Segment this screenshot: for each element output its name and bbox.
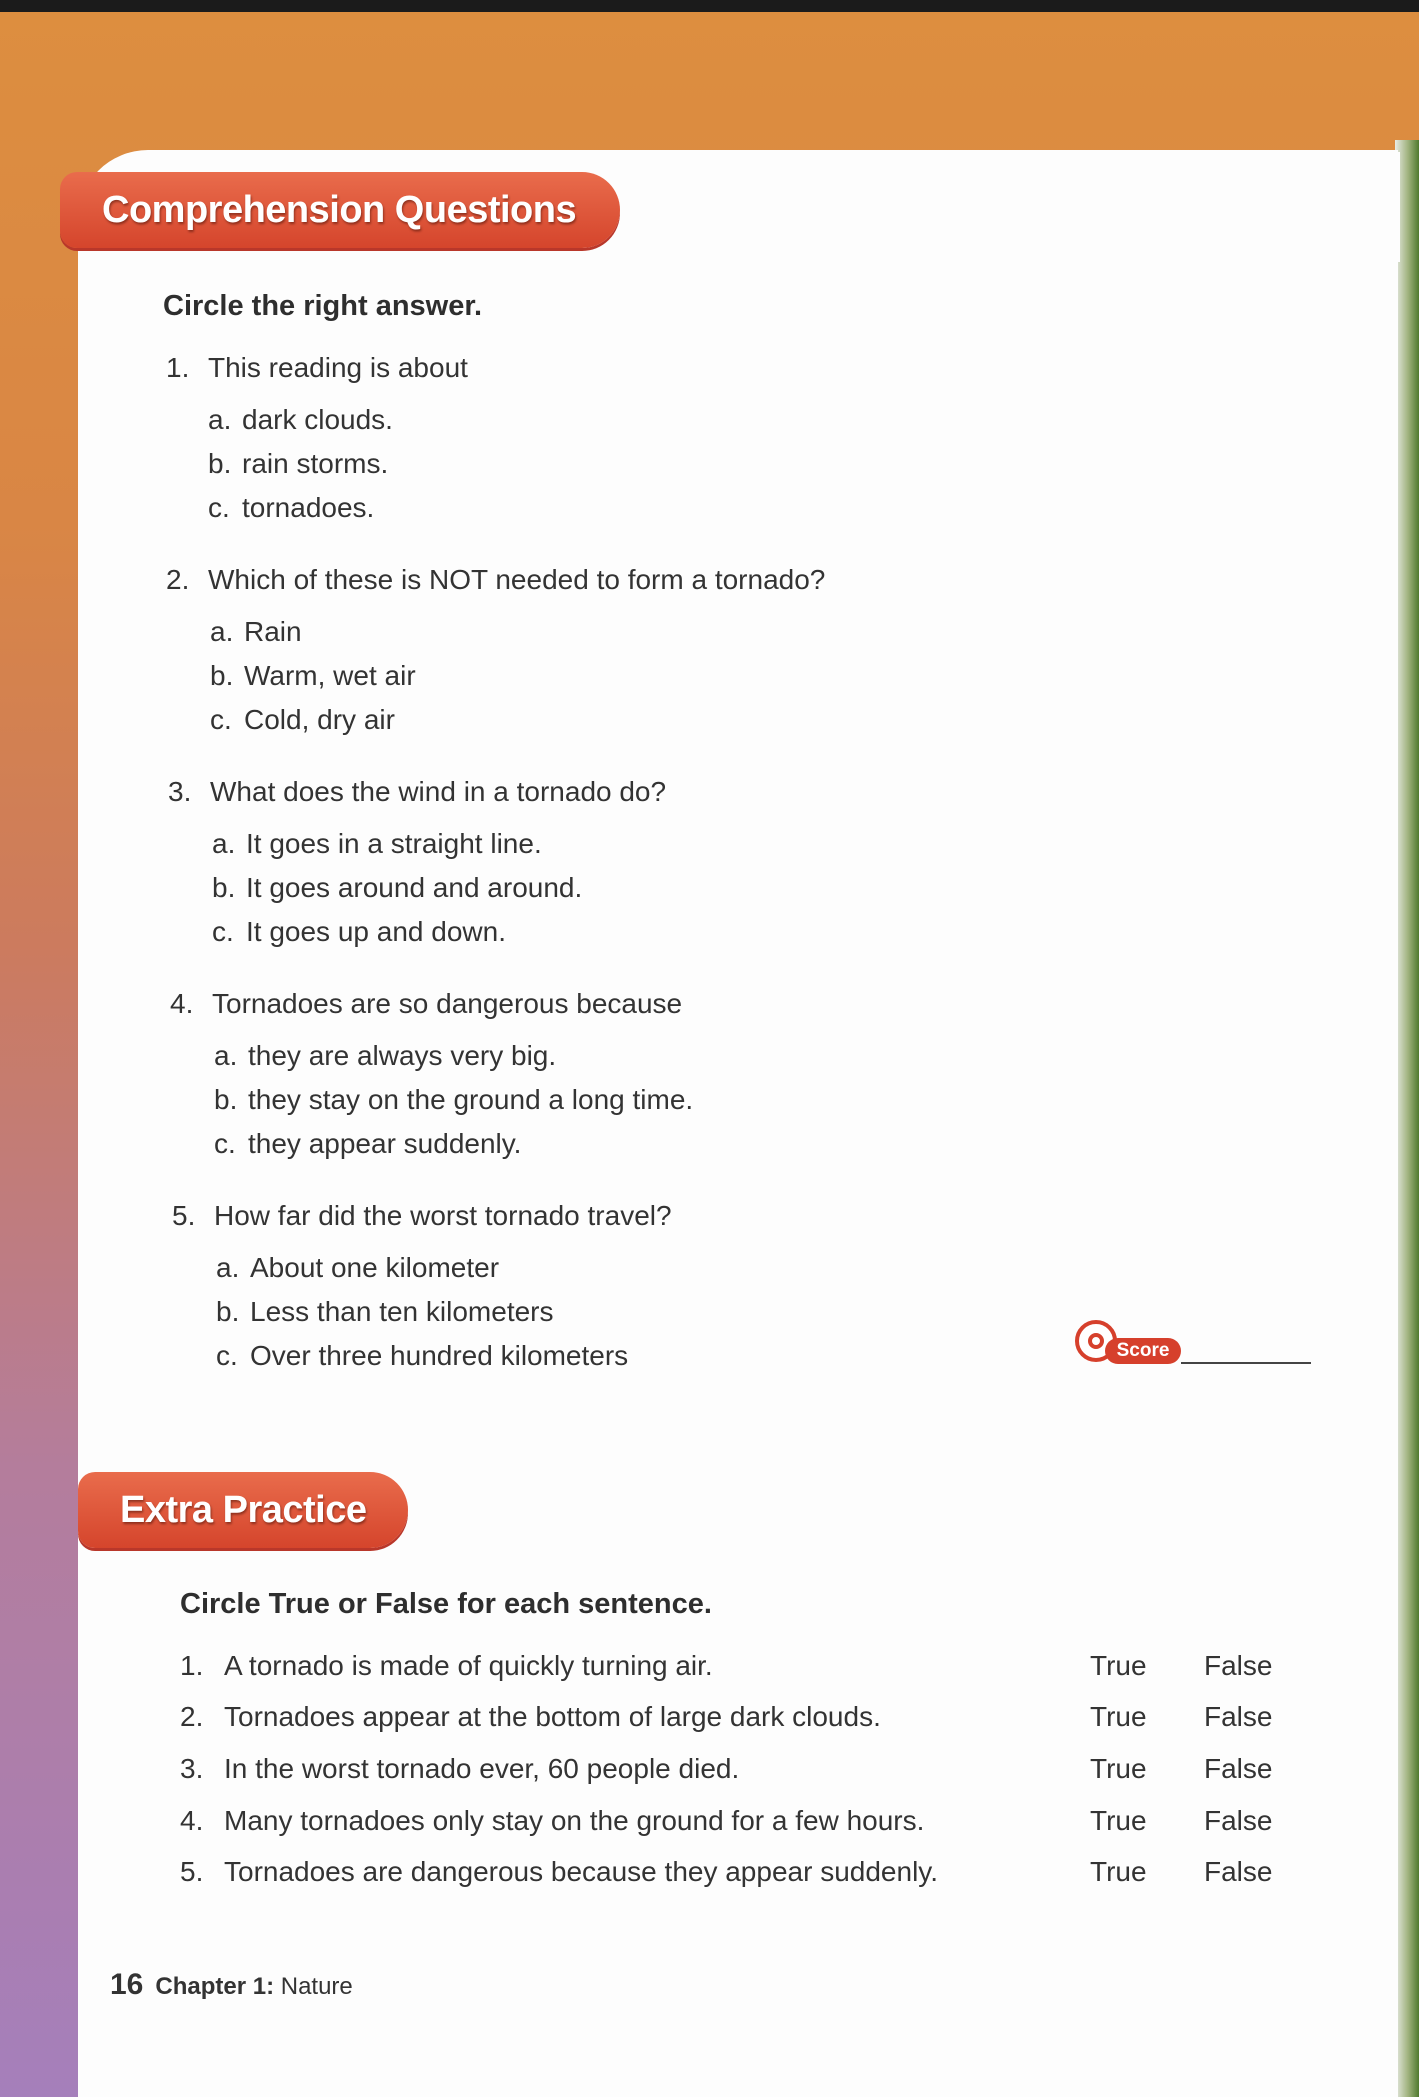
comprehension-questions-heading: Comprehension Questions <box>60 172 620 248</box>
comprehension-instruction: Circle the right answer. <box>163 290 483 322</box>
question-number: 2. <box>166 564 190 595</box>
false-option[interactable]: False <box>1204 1805 1273 1836</box>
question-1 <box>166 352 468 384</box>
q1-option-a[interactable] <box>208 404 393 436</box>
score-box <box>1075 1308 1315 1368</box>
q2-option-b[interactable] <box>210 660 416 692</box>
true-option[interactable]: True <box>1090 1753 1147 1784</box>
item-number: 3. <box>180 1753 204 1784</box>
option-letter: a. <box>216 1252 240 1283</box>
true-option[interactable]: True <box>1090 1701 1147 1732</box>
question-text: How far did the worst tornado travel? <box>214 1200 672 1231</box>
next-page-edge <box>1395 140 1419 2097</box>
option-letter: b. <box>212 872 236 903</box>
score-answer-line[interactable] <box>1181 1362 1311 1364</box>
q1-option-b[interactable] <box>208 448 388 480</box>
option-letter: b. <box>210 660 234 691</box>
true-false-item-5 <box>180 1856 1330 1896</box>
option-text: tornadoes. <box>242 492 375 523</box>
item-sentence: A tornado is made of quickly turning air. <box>224 1650 713 1681</box>
q5-option-c[interactable] <box>216 1340 628 1372</box>
chapter-label: Chapter 1: <box>155 1973 275 2000</box>
q2-option-a[interactable] <box>210 616 302 648</box>
q2-option-c[interactable] <box>210 704 395 736</box>
q3-option-a[interactable] <box>212 828 542 860</box>
q4-option-b[interactable] <box>214 1084 693 1116</box>
q3-option-b[interactable] <box>212 872 582 904</box>
option-letter: a. <box>214 1040 238 1071</box>
page-footer <box>110 1968 353 2002</box>
q5-option-b[interactable] <box>216 1296 554 1328</box>
option-text: It goes up and down. <box>246 916 506 947</box>
option-letter: a. <box>208 404 232 435</box>
option-letter: b. <box>216 1296 240 1327</box>
q1-option-c[interactable] <box>208 492 374 524</box>
q3-option-c[interactable] <box>212 916 506 948</box>
q4-option-a[interactable] <box>214 1040 556 1072</box>
option-letter: c. <box>216 1340 238 1371</box>
question-3 <box>168 776 666 808</box>
option-text: Rain <box>244 616 302 647</box>
false-option[interactable]: False <box>1204 1753 1273 1784</box>
option-letter: c. <box>208 492 230 523</box>
false-option[interactable]: False <box>1204 1650 1273 1681</box>
item-sentence: In the worst tornado ever, 60 people died. <box>224 1753 740 1784</box>
q4-option-c[interactable] <box>214 1128 521 1160</box>
option-letter: c. <box>212 916 234 947</box>
question-text: Which of these is NOT needed to form a tornado? <box>208 564 826 595</box>
option-letter: a. <box>210 616 234 647</box>
extra-practice-heading: Extra Practice <box>78 1472 408 1548</box>
option-text: they are always very big. <box>248 1040 557 1071</box>
question-number: 5. <box>172 1200 196 1231</box>
question-number: 4. <box>170 988 194 1019</box>
item-number: 4. <box>180 1805 204 1836</box>
option-text: dark clouds. <box>242 404 393 435</box>
true-option[interactable]: True <box>1090 1805 1147 1836</box>
true-false-item-4 <box>180 1805 1330 1845</box>
item-sentence: Tornadoes are dangerous because they appear suddenly. <box>224 1856 938 1887</box>
option-letter: c. <box>210 704 232 735</box>
true-false-item-1 <box>180 1650 1330 1690</box>
true-option[interactable]: True <box>1090 1856 1147 1887</box>
true-option[interactable]: True <box>1090 1650 1147 1681</box>
item-number: 5. <box>180 1856 204 1887</box>
question-number: 3. <box>168 776 192 807</box>
option-text: It goes around and around. <box>246 872 583 903</box>
item-number: 2. <box>180 1701 204 1732</box>
false-option[interactable]: False <box>1204 1701 1273 1732</box>
option-letter: a. <box>212 828 236 859</box>
option-text: rain storms. <box>242 448 389 479</box>
option-text: they appear suddenly. <box>248 1128 522 1159</box>
option-text: About one kilometer <box>250 1252 500 1283</box>
true-false-item-3 <box>180 1753 1330 1793</box>
option-text: It goes in a straight line. <box>246 828 542 859</box>
page-number: 16 <box>110 1968 144 2001</box>
question-5 <box>172 1200 672 1232</box>
q5-option-a[interactable] <box>216 1252 499 1284</box>
item-sentence: Many tornadoes only stay on the ground for a few hours. <box>224 1805 925 1836</box>
item-number: 1. <box>180 1650 204 1681</box>
page-sheet-curve <box>640 152 1400 262</box>
true-false-item-2 <box>180 1701 1330 1741</box>
question-text: What does the wind in a tornado do? <box>210 776 667 807</box>
score-label: Score <box>1105 1338 1181 1364</box>
false-option[interactable]: False <box>1204 1856 1273 1887</box>
option-text: they stay on the ground a long time. <box>248 1084 694 1115</box>
option-letter: b. <box>214 1084 238 1115</box>
option-text: Cold, dry air <box>244 704 395 735</box>
option-letter: c. <box>214 1128 236 1159</box>
question-text: This reading is about <box>208 352 468 383</box>
question-number: 1. <box>166 352 190 383</box>
chapter-title: Nature <box>280 1973 353 2000</box>
question-text: Tornadoes are so dangerous because <box>212 988 683 1019</box>
question-2 <box>166 564 825 596</box>
option-text: Over three hundred kilometers <box>250 1340 629 1371</box>
item-sentence: Tornadoes appear at the bottom of large dark clouds. <box>224 1701 881 1732</box>
option-letter: b. <box>208 448 232 479</box>
question-4 <box>170 988 682 1020</box>
scan-top-edge <box>0 0 1419 12</box>
option-text: Warm, wet air <box>244 660 416 691</box>
extra-instruction: Circle True or False for each sentence. <box>180 1588 712 1620</box>
option-text: Less than ten kilometers <box>250 1296 554 1327</box>
